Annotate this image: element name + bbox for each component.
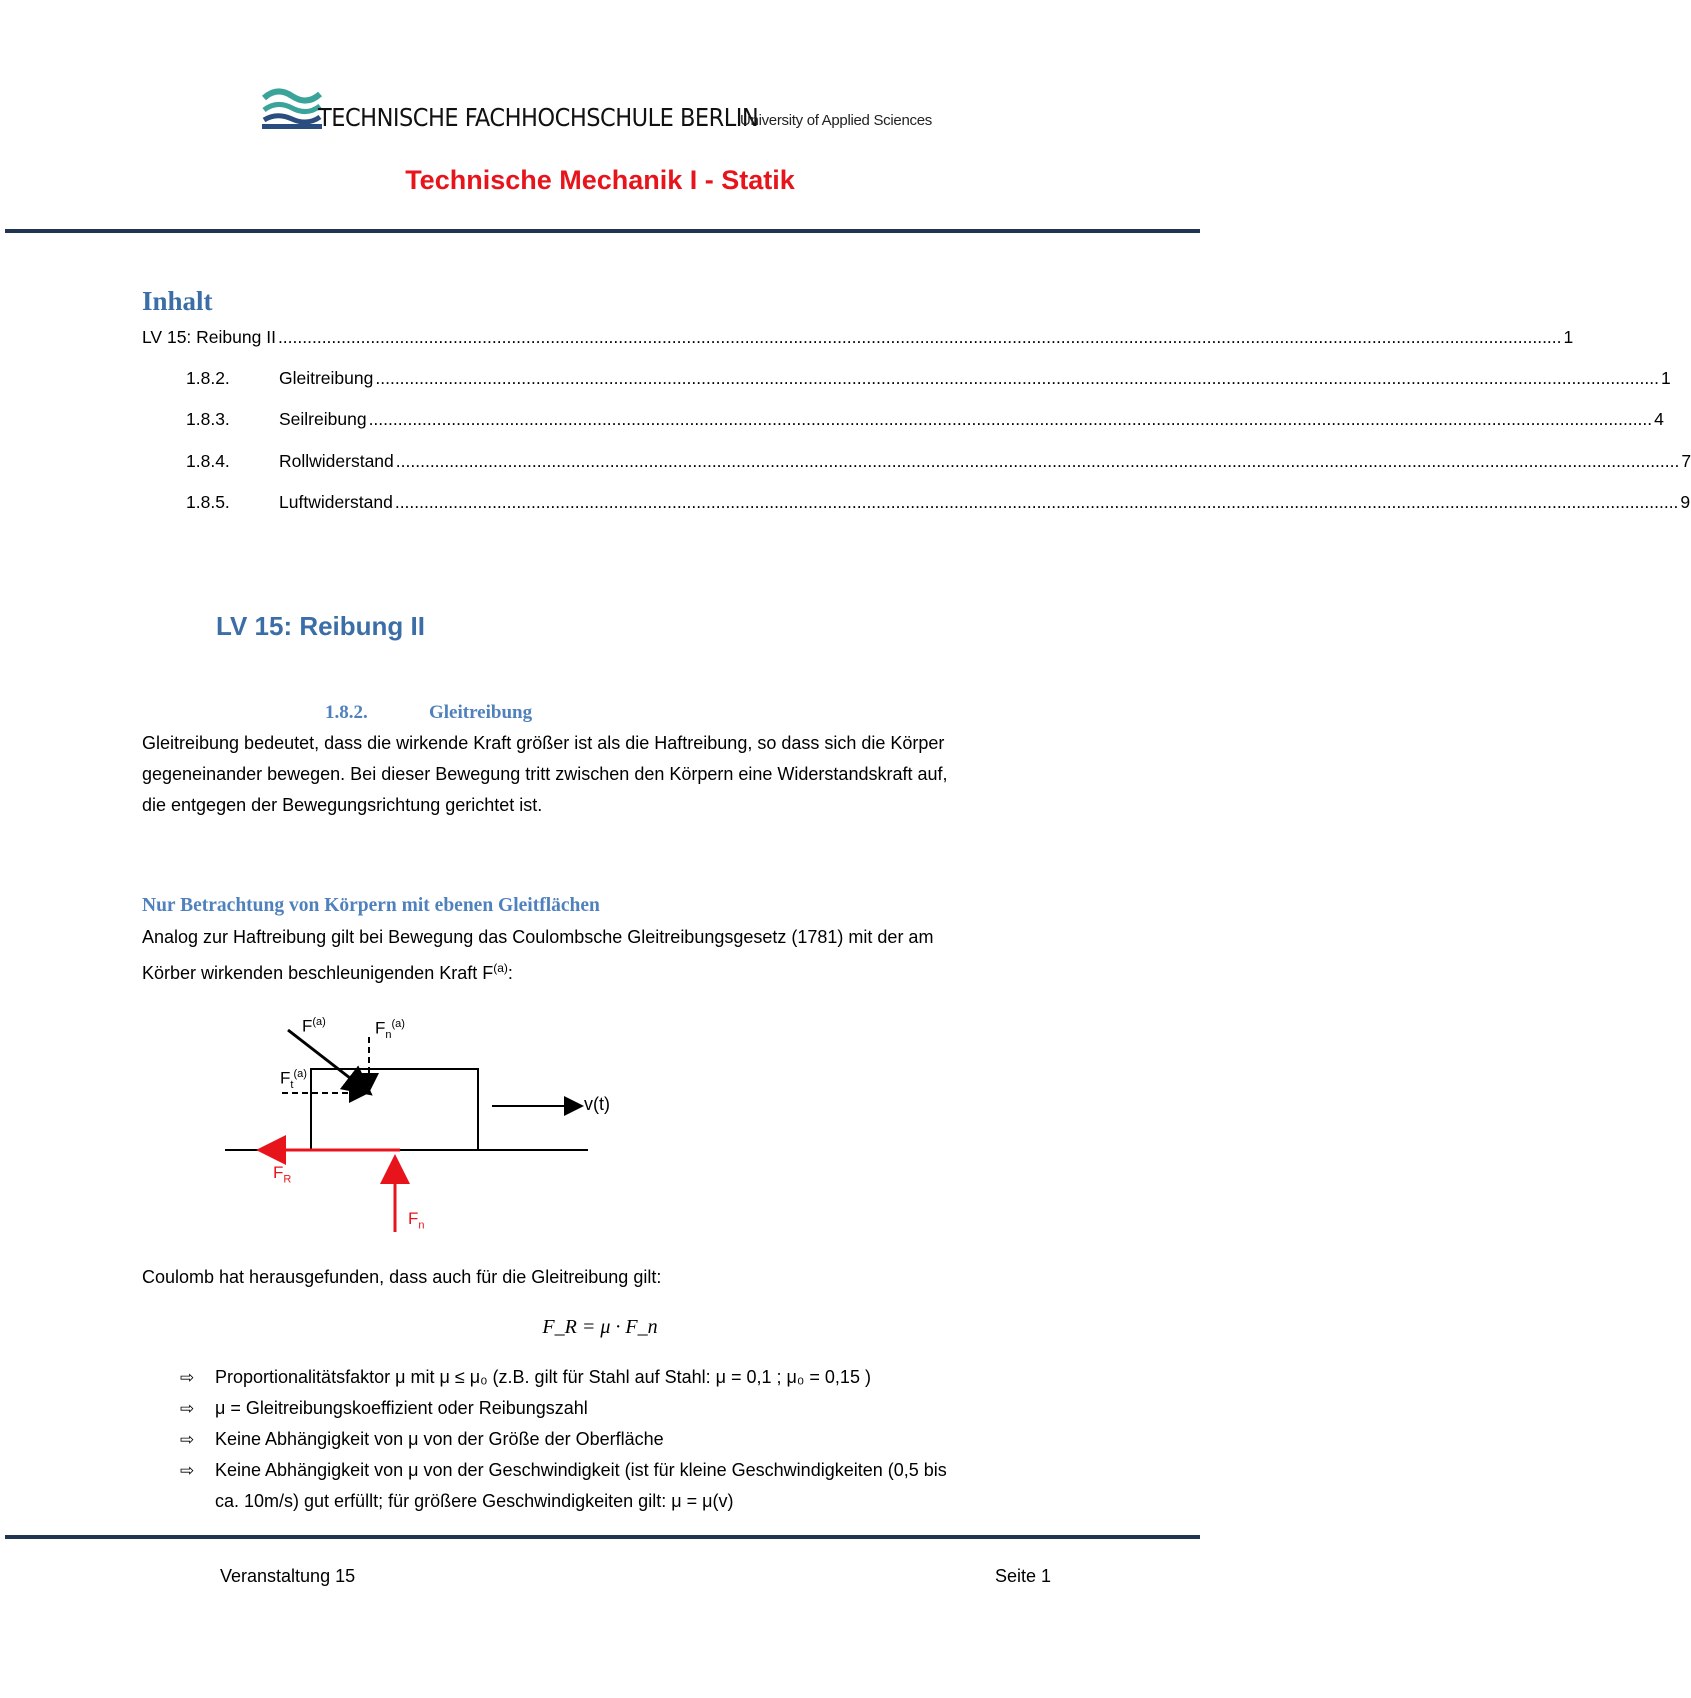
arrow-right-icon: ⇨ — [180, 1368, 195, 1387]
arrow-right-icon: ⇨ — [180, 1461, 195, 1480]
toc-entry[interactable]: 1.8.5. Luftwiderstand ........................................................................................................................................................................................................................................................................ 9 — [186, 492, 1691, 512]
analog-paragraph: Analog zur Haftreibung gilt bei Bewegung das Coulombsche Gleitreibungsgesetz (1781) mit der am Körber wirkenden beschleunigenden Kraft $F^{(a)}$: — [142, 927, 934, 983]
toc-page: 4 — [1654, 409, 1664, 429]
bullet-continuation: ca. 10m/s) gut erfüllt; für größere Geschwindigkeiten gilt: μ = μ(v) — [215, 1491, 734, 1511]
logo-text: TECHNISCHE FACHHOCHSCHULE BERLIN — [318, 103, 759, 132]
toc-number: 1.8.3. — [186, 409, 230, 429]
toc-number: 1.8.2. — [186, 368, 230, 388]
toc-page: 7 — [1681, 451, 1691, 471]
toc-label: Seilreibung — [279, 409, 367, 429]
label-f-applied: $F^{(a)}$ — [302, 1016, 326, 1036]
coulomb-formula: F_R = μ · F_n — [542, 1316, 658, 1338]
footer-page: Seite 1 — [995, 1566, 1052, 1586]
toc-page: 9 — [1680, 492, 1691, 512]
footer-rule — [5, 1535, 1200, 1539]
label-normal-force: $F_n$ — [408, 1209, 425, 1232]
logo — [262, 86, 322, 130]
section-title: LV 15: Reibung II — [216, 611, 425, 641]
toc-number: 1.8.4. — [186, 451, 230, 471]
footer-left: Veranstaltung 15 — [220, 1566, 356, 1586]
toc-page: 1 — [1660, 368, 1671, 388]
subheading: Nur Betrachtung von Körpern mit ebenen Gleitflächen — [142, 895, 600, 916]
coulomb-text: Coulomb hat herausgefunden, dass auch für die Gleitreibung gilt: — [142, 1267, 662, 1287]
toc-entry[interactable]: 1.8.2. Gleitreibung ........................................................................................................................................................................................................................................................................ 1 — [186, 368, 1671, 388]
toc-entry[interactable]: 1.8.4. Rollwiderstand ........................................................................................................................................................................................................................................................................ 7 — [186, 451, 1691, 471]
toc-label: LV 15: Reibung II — [142, 327, 276, 347]
bullet-item: ⇨ Proportionalitätsfaktor μ mit μ ≤ μ₀ (z.B. gilt für Stahl auf Stahl: μ = 0,1 ; μ₀ = 0,15 ) — [180, 1362, 871, 1393]
label-velocity: v(t) — [584, 1094, 610, 1114]
subsection-number: 1.8.2. — [325, 702, 368, 723]
label-friction-force: $F_R$ — [273, 1163, 292, 1186]
course-title: Technische Mechanik I - Statik — [405, 165, 795, 195]
arrow-right-icon: ⇨ — [180, 1430, 195, 1449]
sliding-block — [311, 1069, 478, 1150]
toc-label: Gleitreibung — [279, 368, 374, 388]
toc-heading: Inhalt — [142, 286, 213, 316]
toc-entry[interactable]: 1.8.3. Seilreibung ........................................................................................................................................................................................................................................................................ 4 — [186, 409, 1664, 429]
toc-page: 1 — [1563, 327, 1574, 347]
toc-entry[interactable]: LV 15: Reibung II ........................................................................................................................................................................................................................................................................ 1 — [142, 327, 1574, 347]
intro-paragraph: Gleitreibung bedeutet, dass die wirkende Kraft größer ist als die Haftreibung, so dass sich die Körper gegeneinander bewegen. Bei dieser Bewegung tritt zwischen den Körpern eine Widerstandskraft auf, die entgegen der Bewegungsrichtung gerichtet ist. — [142, 733, 948, 815]
toc-label: Luftwiderstand — [279, 492, 393, 512]
toc-number: 1.8.5. — [186, 492, 230, 512]
subsection-title: Gleitreibung — [429, 702, 533, 723]
bullet-item: ⇨ Keine Abhängigkeit von μ von der Größe der Oberfläche — [180, 1424, 664, 1455]
bullet-item: ⇨ μ = Gleitreibungskoeffizient oder Reibungszahl — [180, 1393, 588, 1424]
label-ft-applied: $F_t^{(a)}$ — [280, 1068, 307, 1092]
university-name: University of Applied Sciences — [740, 112, 932, 129]
label-fn-applied: $F_n^{(a)}$ — [375, 1018, 405, 1042]
logo-waves-icon — [262, 86, 322, 130]
toc-label: Rollwiderstand — [279, 451, 394, 471]
bullet-item: ⇨ Keine Abhängigkeit von μ von der Geschwindigkeit (ist für kleine Geschwindigkeiten (0,5 bis — [180, 1455, 947, 1486]
arrow-right-icon: ⇨ — [180, 1399, 195, 1418]
header-rule — [5, 229, 1200, 233]
